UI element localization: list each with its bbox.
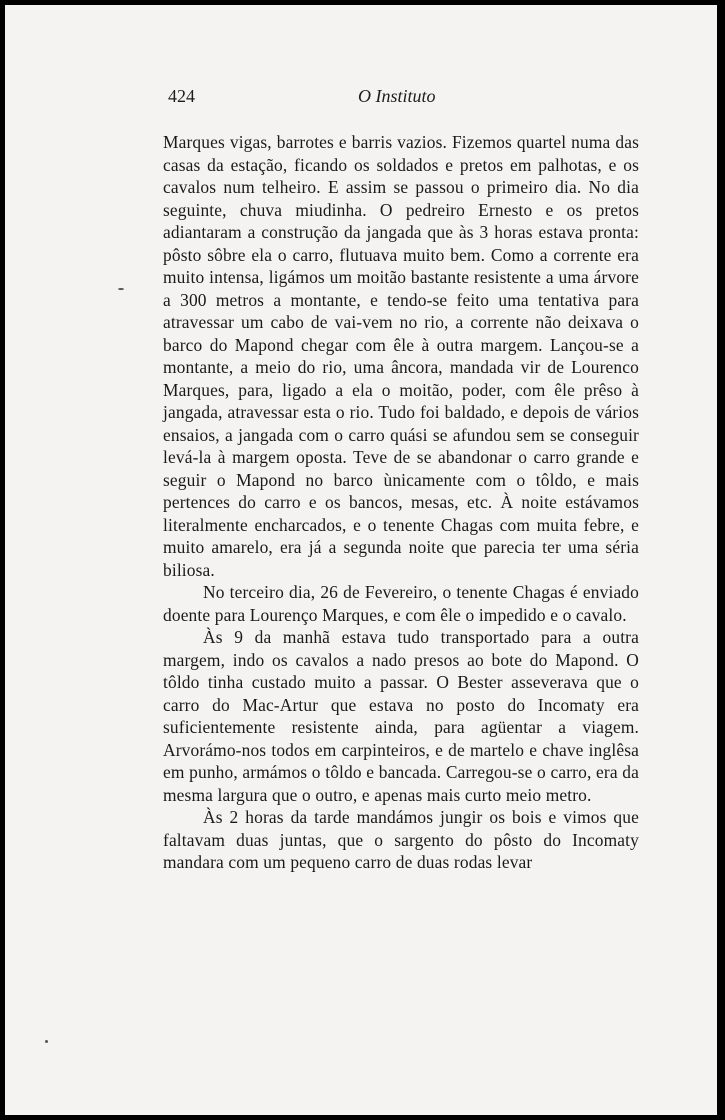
book-page [5, 5, 717, 1115]
page-number: 424 [168, 86, 195, 106]
paragraph-3: Às 9 da manhã estava tudo transportado para a outra margem, indo os cavalos a nado presos ao bote do Mapond. O tôldo tinha custado muito a passar. O Bester asseverava que o carro do Mac-Artur que estava no posto do Incomaty era suficientemente resistente ainda, para agüentar a viagem. Arvorámo-nos todos em carpinteiros, e de martelo e chave inglêsa em punho, armámos o tôldo e bancada. Carregou-se o carro, era da mesma largura que o outro, e apenas mais curto meio metro. [163, 627, 639, 805]
running-title: O Instituto [358, 86, 436, 106]
scan-speck [45, 1040, 48, 1043]
scan-mark [118, 288, 124, 290]
body-text [163, 131, 639, 874]
paragraph-1: Marques vigas, barrotes e barris vazios. Fizemos quartel numa das casas da estação, ficando os soldados e pretos em palhotas, e os cavalos num telheiro. E assim se passou o primeiro dia. No dia seguinte, chuva miudinha. O pedreiro Ernesto e os pretos adiantaram a construção da jangada que às 3 horas estava pronta: pôsto sôbre ela o carro, flutuava muito bem. Como a corrente era muito intensa, ligámos um moitão bastante resistente a uma árvore a 300 metros a montante, e tendo-se feito uma tentativa para atravessar um cabo de vai-vem no rio, a corrente não deixava o barco do Mapond chegar com êle à outra margem. Lançou-se a montante, a meio do rio, uma âncora, mandada vir de Lourenco Marques, para, ligado a ela o moitão, poder, com êle prêso à jangada, atravessar esta o rio. Tudo foi baldado, e depois de vários ensaios, a jangada com o carro quási se afundou sem se conseguir levá-la à margem oposta. Teve de se abandonar o carro grande e seguir o Mapond no barco ùnicamente com o tôldo, e mais pertences do carro e os bancos, mesas, etc. À noite estávamos literalmente encharcados, e o tenente Chagas com muita febre, e muito amarelo, era já a segunda noite que parecia ter uma séria biliosa. [163, 132, 639, 580]
paragraph-2: No terceiro dia, 26 de Fevereiro, o tenente Chagas é enviado doente para Lourenço Marques, e com êle o impedido e o cavalo. [163, 582, 639, 625]
page-header [168, 86, 628, 110]
paragraph-4: Às 2 horas da tarde mandámos jungir os bois e vimos que faltavam duas juntas, que o sargento do pôsto do Incomaty mandara com um pequeno carro de duas rodas levar [163, 807, 639, 872]
